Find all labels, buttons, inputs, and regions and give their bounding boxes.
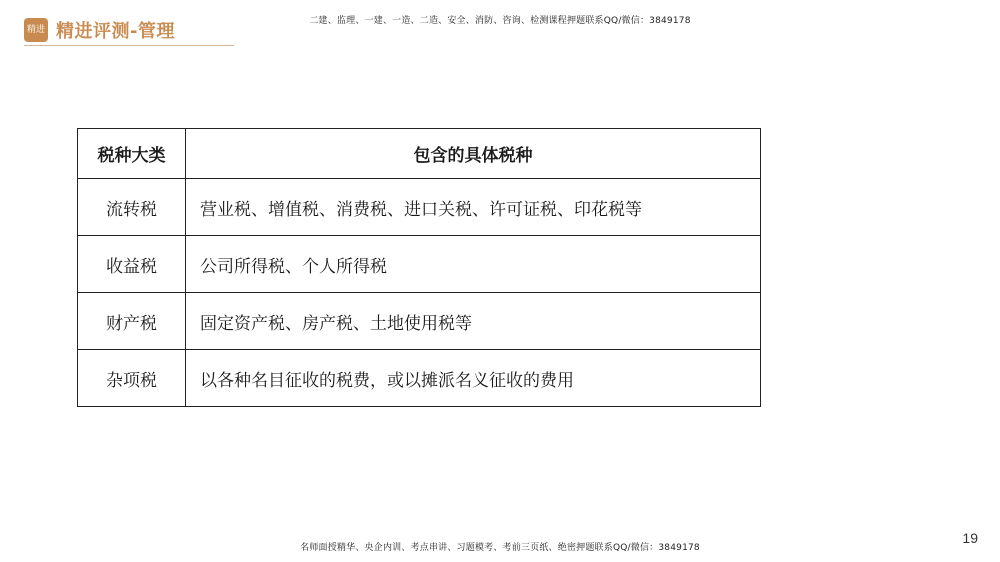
footer-notice: 名师面授精华、央企内训、考点串讲、习题模考、考前三页纸、绝密押题联系QQ/微信：3849178	[300, 543, 700, 553]
tax-list-cell: 以各种名目征收的税费，或以摊派名义征收的费用	[186, 350, 761, 407]
table-row	[78, 350, 761, 407]
logo-title: 精进评测-管理	[56, 21, 175, 42]
tax-list-cell: 营业税、增值税、消费税、进口关税、许可证税、印花税等	[186, 179, 761, 236]
tax-list-cell: 公司所得税、个人所得税	[186, 236, 761, 293]
header-divider	[24, 45, 234, 46]
tax-category-cell: 杂项税	[78, 350, 186, 407]
table-row	[78, 293, 761, 350]
column-header-category: 税种大类	[78, 129, 186, 179]
tax-category-cell: 收益税	[78, 236, 186, 293]
tax-table	[77, 128, 761, 407]
logo-seal: 精进	[24, 18, 48, 42]
tax-category-cell: 流转税	[78, 179, 186, 236]
header-notice: 二建、监理、一建、一造、二造、安全、消防、咨询、检测课程押题联系QQ/微信：3849178	[309, 16, 691, 26]
tax-list-cell: 固定资产税、房产税、土地使用税等	[186, 293, 761, 350]
column-header-taxes: 包含的具体税种	[186, 129, 761, 179]
table-row	[78, 236, 761, 293]
table-row	[78, 179, 761, 236]
table-header-row	[78, 129, 761, 179]
tax-category-cell: 财产税	[78, 293, 186, 350]
page-number: 19	[962, 530, 978, 546]
